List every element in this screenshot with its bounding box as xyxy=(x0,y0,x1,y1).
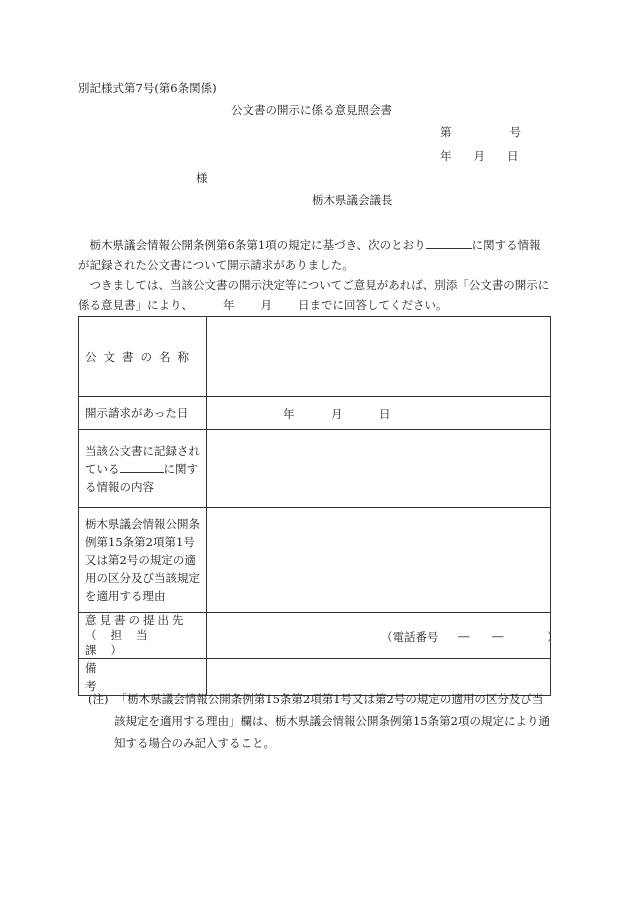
label-remarks: 備考 xyxy=(79,659,207,696)
phone-close: ） xyxy=(547,630,559,644)
info-content-field[interactable] xyxy=(207,430,551,508)
paragraph-1: 栃木県議会情報公開条例第6条第1項の規定に基づき、次のとおり に関する情報が記録された公文書について開示請求がありました。 xyxy=(78,238,541,272)
number-suffix: 号 xyxy=(509,125,521,139)
phone-dash-1: ― xyxy=(458,629,470,643)
request-day: 日 xyxy=(379,407,391,421)
request-year: 年 xyxy=(283,407,295,421)
table-row xyxy=(79,317,551,397)
inquiry-table xyxy=(78,316,559,696)
label-submission xyxy=(79,613,207,659)
date-year: 年 xyxy=(440,149,452,163)
paragraph-2: つきましては、当該公文書の開示決定等についてご意見があれば、別添「公文書の開示に係る意見書」により、 年 月 日までに回答してください。 xyxy=(78,278,550,312)
label-submission-dest: 意見書の提出先 xyxy=(85,613,187,627)
sender-name: 栃木県議会議長 xyxy=(312,193,393,207)
number-line xyxy=(440,124,521,140)
addressee-suffix: 様 xyxy=(196,171,208,185)
label-applicable-provision: 栃木県議会情報公開条例第15条第2項第1号又は第2号の規定の適用の区分及び当該規定を適用する理由 xyxy=(79,508,207,613)
document-title: 公文書の開示に係る意見照会書 xyxy=(231,103,392,117)
label-info-content: 当該公文書に記録されている に関する情報の内容 xyxy=(79,430,207,508)
footnote-line-3: 知する場合のみ記入すること。 xyxy=(114,736,275,750)
document-name-field[interactable] xyxy=(207,317,551,397)
blank-underline xyxy=(120,460,164,473)
request-month: 月 xyxy=(331,407,343,421)
table-row xyxy=(79,397,551,430)
table-row xyxy=(79,613,551,659)
submission-field[interactable] xyxy=(207,613,559,659)
table-row xyxy=(79,430,551,508)
footnote-line-2: 該規定を適用する理由」欄は、栃木県議会情報公開条例第15条第2項の規定により通 xyxy=(114,714,550,728)
footnote-marker: (注) xyxy=(88,692,109,706)
form-id: 別記様式第7号(第6条関係) xyxy=(78,81,217,95)
date-line xyxy=(440,148,519,164)
blank-underline xyxy=(426,236,472,249)
phone-dash-2: ― xyxy=(492,629,504,643)
phone-label: （電話番号 xyxy=(381,630,439,644)
label-department: （担当課） xyxy=(85,628,162,657)
footnote xyxy=(88,688,550,754)
applicable-provision-field[interactable] xyxy=(207,508,551,613)
label-request-date: 開示請求があった日 xyxy=(79,397,207,430)
number-prefix: 第 xyxy=(440,125,452,139)
date-month: 月 xyxy=(473,149,485,163)
request-date-field[interactable] xyxy=(207,397,551,430)
body-text xyxy=(78,235,552,315)
footnote-line-1: (注) 「栃木県議会情報公開条例第15条第2項第1号又は第2号の規定の適用の区分及び当 xyxy=(88,692,544,706)
date-day: 日 xyxy=(507,149,519,163)
table-row xyxy=(79,508,551,613)
label-document-name: 公文書の名称 xyxy=(79,317,207,397)
